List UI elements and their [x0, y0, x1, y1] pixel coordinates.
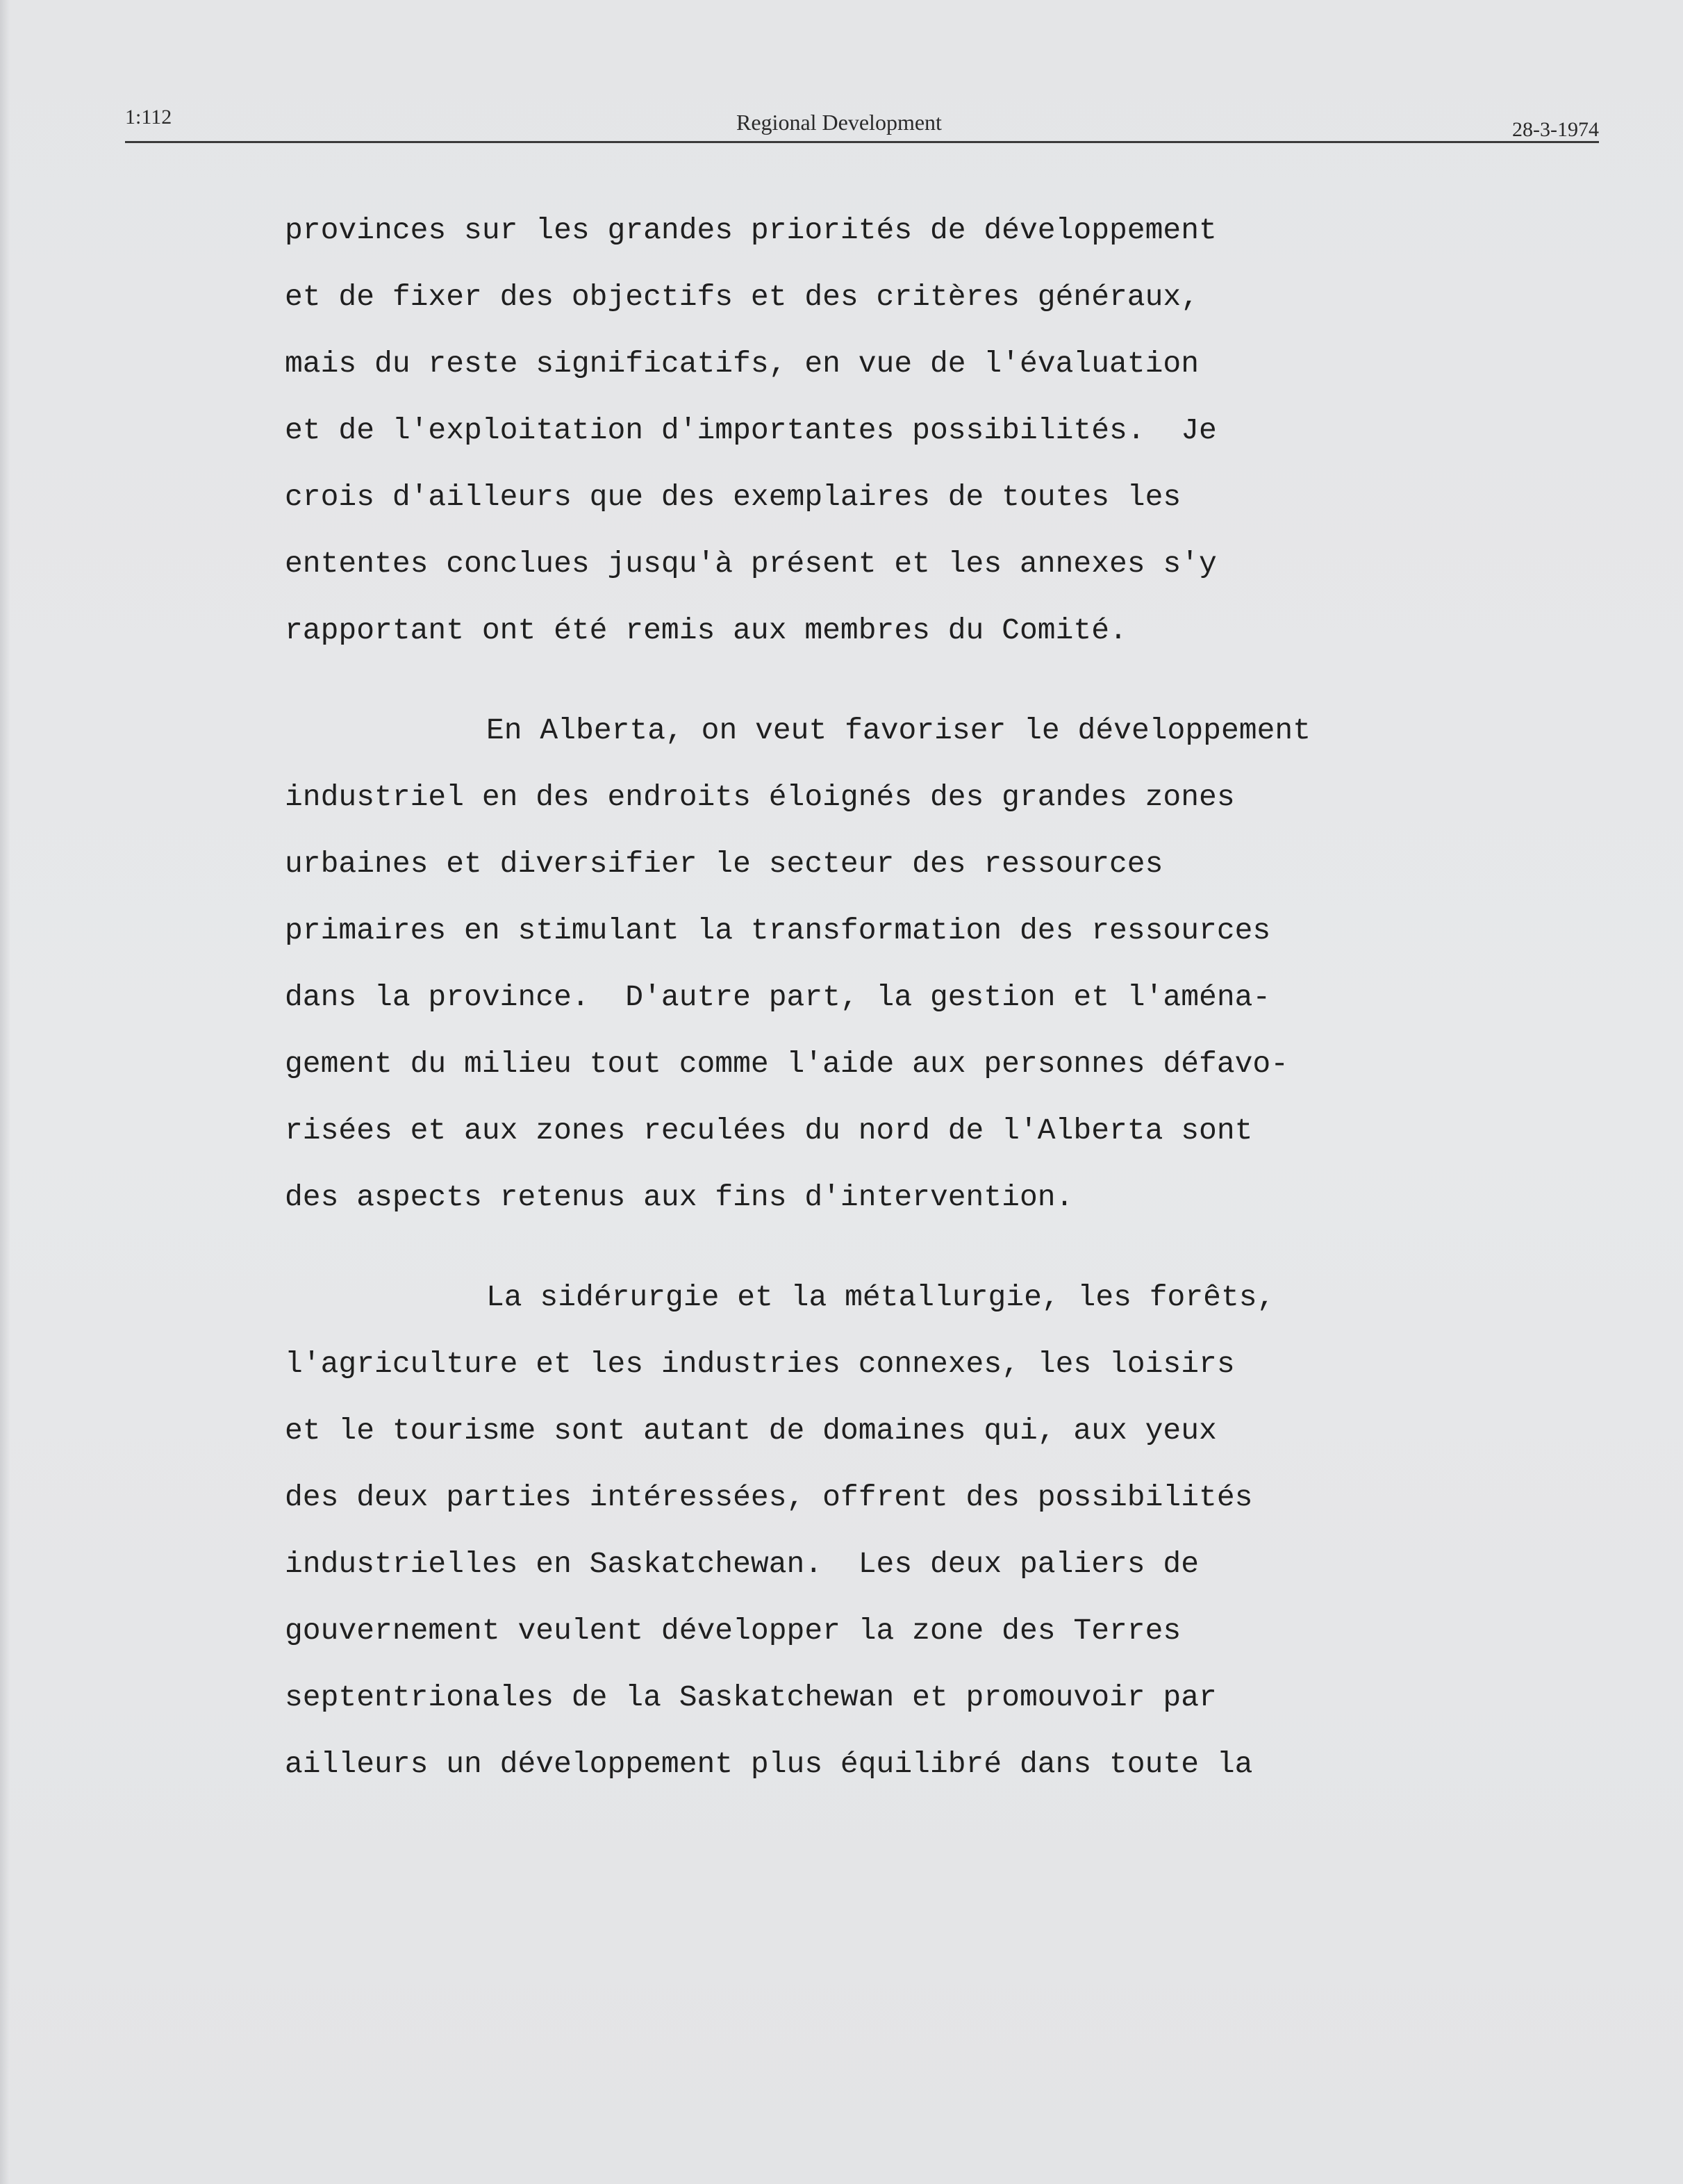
text-line: et de fixer des objectifs et des critères généraux,	[285, 280, 1200, 314]
text-line: gement du milieu tout comme l'aide aux personnes défavo-	[285, 1047, 1289, 1081]
text-line: mais du reste significatifs, en vue de l'évaluation	[285, 347, 1200, 381]
text-line: primaires en stimulant la transformation des ressources	[285, 913, 1271, 948]
text-line: l'agriculture et les industries connexes, les loisirs	[285, 1347, 1235, 1381]
text-line: des aspects retenus aux fins d'intervention.	[285, 1180, 1074, 1214]
text-line: En Alberta, on veut favoriser le développement	[486, 713, 1311, 747]
paragraph-gap	[285, 670, 1424, 703]
text-line: industriel en des endroits éloignés des grandes zones	[285, 780, 1235, 814]
text-line: et le tourisme sont autant de domaines qui, aux yeux	[285, 1414, 1217, 1448]
text-line: crois d'ailleurs que des exemplaires de toutes les	[285, 480, 1182, 514]
header-rule	[125, 141, 1599, 143]
text-line: septentrionales de la Saskatchewan et promouvoir par	[285, 1680, 1217, 1714]
page-edge-shadow	[0, 0, 10, 2184]
text-line: rapportant ont été remis aux membres du Comité.	[285, 613, 1127, 647]
header-page-number: 1:112	[125, 106, 172, 129]
text-line: provinces sur les grandes priorités de développement	[285, 213, 1217, 247]
text-line: ailleurs un développement plus équilibré dans toute la	[285, 1747, 1253, 1781]
header-title: Regional Development	[736, 110, 942, 135]
text-line: urbaines et diversifier le secteur des ressources	[285, 847, 1163, 881]
text-line: et de l'exploitation d'importantes possibilités. Je	[285, 413, 1217, 447]
paragraph	[285, 203, 1424, 670]
text-line: La sidérurgie et la métallurgie, les forêts,	[486, 1280, 1275, 1314]
text-line: risées et aux zones reculées du nord de l'Alberta sont	[285, 1114, 1253, 1148]
header-date: 28-3-1974	[1512, 118, 1599, 141]
document-body	[285, 203, 1424, 1803]
paragraph	[285, 1270, 1424, 1803]
text-line: industrielles en Saskatchewan. Les deux paliers de	[285, 1547, 1200, 1581]
text-line: dans la province. D'autre part, la gestion et l'aména-	[285, 980, 1271, 1014]
text-line: des deux parties intéressées, offrent des possibilités	[285, 1480, 1253, 1514]
text-line: gouvernement veulent développer la zone des Terres	[285, 1614, 1182, 1648]
text-line: ententes conclues jusqu'à présent et les annexes s'y	[285, 547, 1217, 581]
paragraph	[285, 703, 1424, 1236]
paragraph-gap	[285, 1236, 1424, 1270]
